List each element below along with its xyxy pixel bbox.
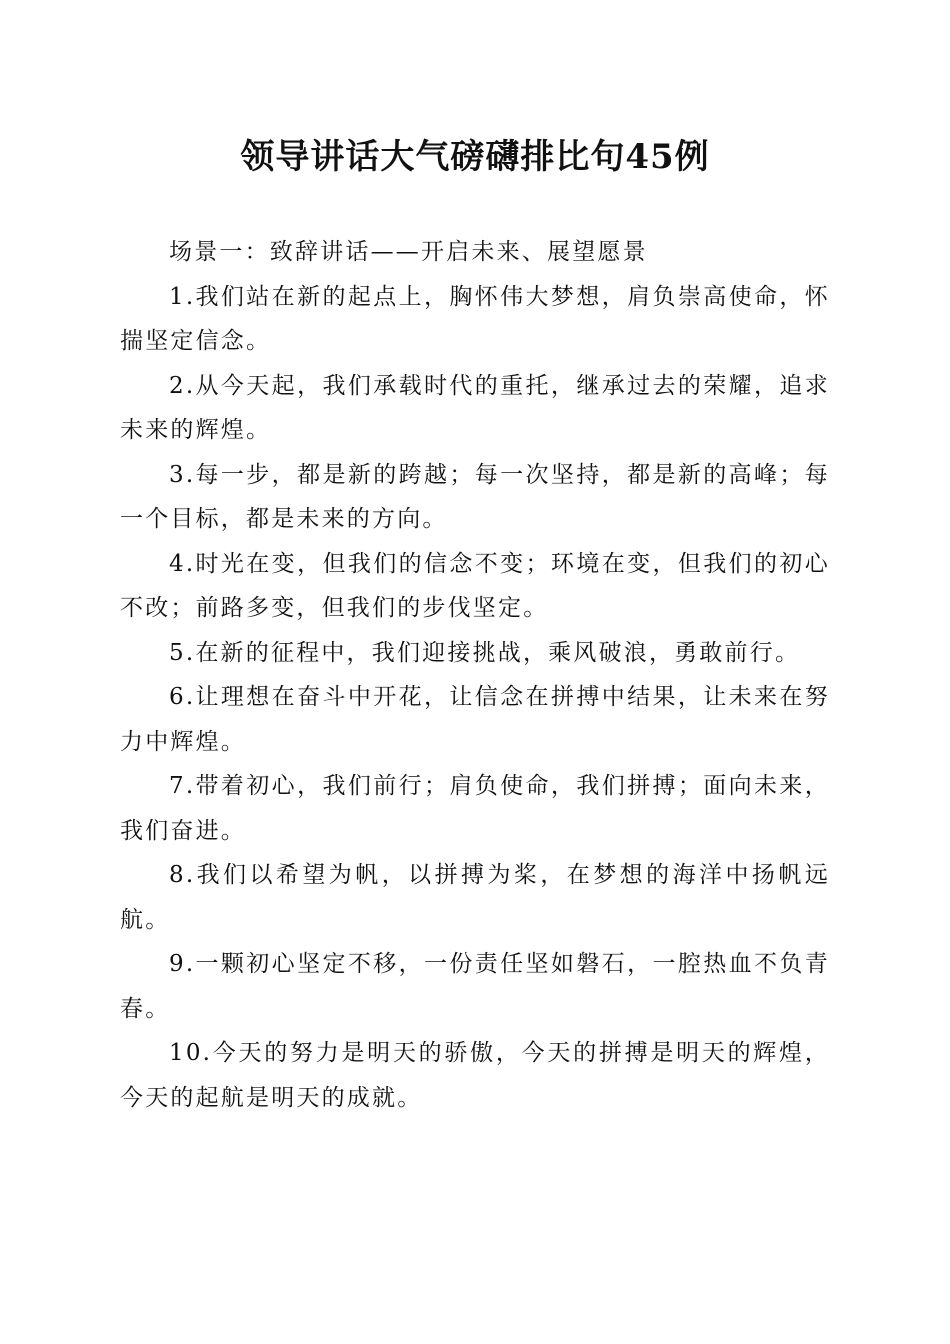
list-item-6: 6.让理想在奋斗中开花，让信念在拼搏中结果，让未来在努力中辉煌。 <box>120 684 830 755</box>
document-body <box>120 230 830 1120</box>
list-item-8: 8.我们以希望为帆，以拼搏为桨，在梦想的海洋中扬帆远航。 <box>120 862 830 933</box>
list-item-4: 4.时光在变，但我们的信念不变；环境在变，但我们的初心不改；前路多变，但我们的步伐坚定。 <box>120 550 830 621</box>
list-item-9: 9.一颗初心坚定不移，一份责任坚如磐石，一腔热血不负青春。 <box>120 951 830 1022</box>
list-item-7: 7.带着初心，我们前行；肩负使命，我们拼搏；面向未来，我们奋进。 <box>120 773 830 844</box>
list-item-2: 2.从今天起，我们承载时代的重托，继承过去的荣耀，追求未来的辉煌。 <box>120 372 830 443</box>
list-item-3: 3.每一步，都是新的跨越；每一次坚持，都是新的高峰；每一个目标，都是未来的方向。 <box>120 461 830 532</box>
list-item-1: 1.我们站在新的起点上，胸怀伟大梦想，肩负崇高使命，怀揣坚定信念。 <box>120 283 830 354</box>
list-item-5: 5.在新的征程中，我们迎接挑战，乘风破浪，勇敢前行。 <box>169 639 801 666</box>
document-title: 领导讲话大气磅礴排比句45例 <box>240 137 710 177</box>
list-item-10: 10.今天的努力是明天的骄傲，今天的拼搏是明天的辉煌，今天的起航是明天的成就。 <box>120 1040 830 1111</box>
section-heading: 场景一：致辞讲话——开启未来、展望愿景 <box>169 239 648 265</box>
